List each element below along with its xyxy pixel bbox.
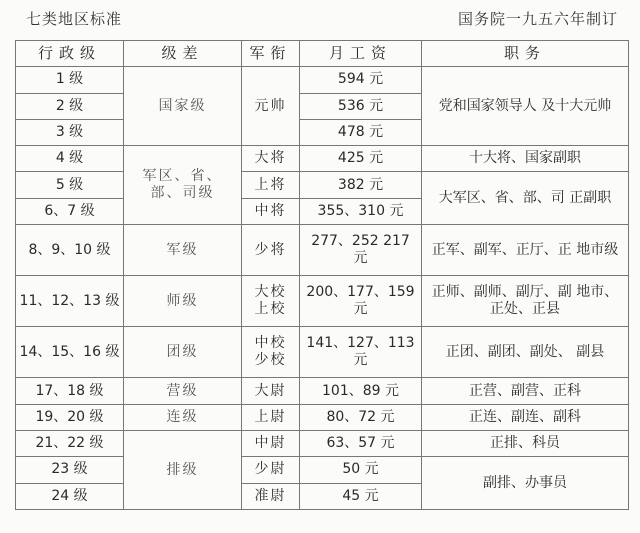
duty-cell: 副排、办事员: [422, 457, 629, 510]
salary-cell: 80、72 元: [300, 404, 422, 430]
table-row: [16, 378, 629, 404]
table-row: [16, 225, 629, 276]
header-monthly-salary: 月工资: [300, 41, 422, 67]
salary-cell: 478 元: [300, 119, 422, 145]
header-duty: 职务: [422, 41, 629, 67]
rank-cell: 大校 上校: [242, 276, 300, 327]
header-row: [16, 41, 629, 67]
rank-cell: 元帅: [242, 67, 300, 146]
level-cell: 4 级: [16, 146, 124, 172]
duty-cell: 十大将、国家副职: [422, 146, 629, 172]
duty-cell: 正营、副营、正科: [422, 378, 629, 404]
rank-cell: 大将: [242, 146, 300, 172]
rank-cell: 中将: [242, 198, 300, 224]
salary-cell: 536 元: [300, 93, 422, 119]
salary-cell: 45 元: [300, 483, 422, 509]
grade-cell: 国家级: [124, 67, 242, 146]
level-cell: 11、12、13 级: [16, 276, 124, 327]
level-cell: 24 级: [16, 483, 124, 509]
salary-cell: 63、57 元: [300, 431, 422, 457]
duty-cell: 正连、副连、副科: [422, 404, 629, 430]
rank-cell: 上将: [242, 172, 300, 198]
grade-cell: 军区、省、部、司级: [124, 146, 242, 225]
table-row: [16, 457, 629, 483]
salary-cell: 200、177、159 元: [300, 276, 422, 327]
duty-cell: 党和国家领导人 及十大元帅: [422, 67, 629, 146]
grade-cell: 军级: [124, 225, 242, 276]
level-cell: 19、20 级: [16, 404, 124, 430]
salary-cell: 594 元: [300, 67, 422, 93]
table-row: [16, 431, 629, 457]
level-cell: 1 级: [16, 67, 124, 93]
table-row: [16, 67, 629, 93]
rank-cell: 少尉: [242, 457, 300, 483]
header-grade: 级差: [124, 41, 242, 67]
salary-cell: 382 元: [300, 172, 422, 198]
grade-cell: 师级: [124, 276, 242, 327]
salary-cell: 277、252 217 元: [300, 225, 422, 276]
rank-cell: 中尉: [242, 431, 300, 457]
level-cell: 8、9、10 级: [16, 225, 124, 276]
duty-cell: 正排、科员: [422, 431, 629, 457]
level-cell: 14、15、16 级: [16, 327, 124, 378]
table-row: [16, 276, 629, 327]
table-row: [16, 327, 629, 378]
grade-cell: 连级: [124, 404, 242, 430]
level-cell: 6、7 级: [16, 198, 124, 224]
level-cell: 21、22 级: [16, 431, 124, 457]
duty-cell: 正团、副团、副处、 副县: [422, 327, 629, 378]
level-cell: 3 级: [16, 119, 124, 145]
rank-cell: 中校 少校: [242, 327, 300, 378]
rank-cell: 上尉: [242, 404, 300, 430]
header-military-rank: 军衔: [242, 41, 300, 67]
salary-cell: 355、310 元: [300, 198, 422, 224]
table-row: [16, 404, 629, 430]
duty-cell: 正军、副军、正厅、正 地市级: [422, 225, 629, 276]
level-cell: 23 级: [16, 457, 124, 483]
rank-cell: 少将: [242, 225, 300, 276]
salary-cell: 425 元: [300, 146, 422, 172]
grade-cell: 营级: [124, 378, 242, 404]
salary-cell: 101、89 元: [300, 378, 422, 404]
rank-cell: 大尉: [242, 378, 300, 404]
table-row: [16, 146, 629, 172]
level-cell: 2 级: [16, 93, 124, 119]
duty-cell: 正师、副师、副厅、副 地市、正处、正县: [422, 276, 629, 327]
salary-table: [15, 40, 629, 510]
duty-cell: 大军区、省、部、司 正副职: [422, 172, 629, 225]
level-cell: 5 级: [16, 172, 124, 198]
level-cell: 17、18 级: [16, 378, 124, 404]
issuer-caption: 国务院一九五六年制订: [457, 10, 618, 28]
rank-cell: 准尉: [242, 483, 300, 509]
salary-cell: 141、127、113 元: [300, 327, 422, 378]
table-row: [16, 172, 629, 198]
header-admin-level: 行政级: [16, 41, 124, 67]
region-standard-caption: 七类地区标准: [26, 10, 123, 28]
grade-cell: 排级: [124, 431, 242, 510]
grade-cell: 团级: [124, 327, 242, 378]
salary-cell: 50 元: [300, 457, 422, 483]
